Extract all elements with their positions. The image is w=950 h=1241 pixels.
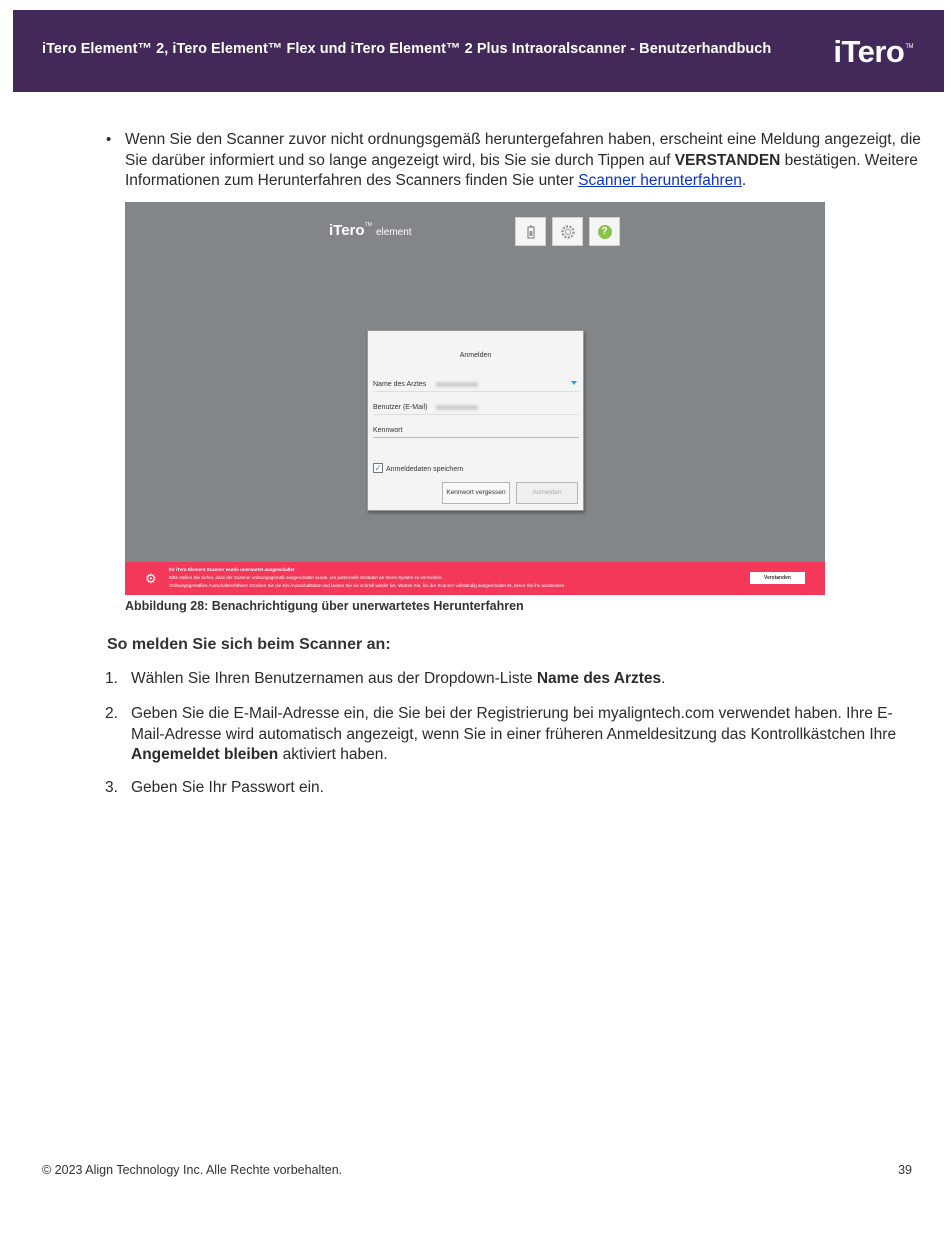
divider: [373, 414, 579, 415]
bullet-marker: •: [106, 131, 112, 148]
section-heading: So melden Sie sich beim Scanner an:: [107, 636, 391, 653]
gear-icon: [560, 224, 576, 240]
user-email-label: Benutzer (E-Mail): [373, 404, 428, 411]
copyright: © 2023 Align Technology Inc. Alle Rechte vorbehalten.: [42, 1163, 343, 1177]
remember-label: Anmeldedaten speichern: [386, 466, 464, 473]
settings-button[interactable]: [552, 217, 583, 246]
scanner-screenshot: [125, 202, 825, 595]
figure-caption: Abbildung 28: Benachrichtigung über unerwartetes Herunterfahren: [125, 599, 524, 613]
step-number: 3.: [105, 779, 118, 796]
banner-title: Ihr iTero Element Scanner wurde unerwartet ausgeschaltet: [169, 567, 295, 572]
bullet-paragraph: Wenn Sie den Scanner zuvor nicht ordnungsgemäß heruntergefahren haben, erscheint eine Meldung angezeigt, die Sie darüber informiert und so lange angezeigt wird, bis Sie sie durch Tippen auf VERSTANDEN bestätigen. Weitere Informationen zum Herunterfahren des Scanners finden Sie unter Scanner herunterfahren.: [125, 131, 921, 190]
banner-text: Ordnungsgemäßes Ausschaltverfahren: Drücken Sie die Ein-/Ausschalttaste und lassen Sie sie schnell wieder los. Warten Sie, bis der Scanner vollständig ausgeschaltet ist, bevor Sie ihn ausstecken.: [169, 583, 566, 588]
header-title: iTero Element™ 2, iTero Element™ Flex und iTero Element™ 2 Plus Intraoralscanner - Benutzerhandbuch: [42, 41, 772, 57]
password-input[interactable]: Kennwort: [373, 427, 403, 434]
gears-icon: ⚙: [145, 571, 157, 586]
app-logo: iTero™ element: [329, 222, 412, 239]
doctor-name-label: Name des Arztes: [373, 381, 427, 388]
doctor-name-dropdown[interactable]: [436, 382, 478, 387]
user-email-input[interactable]: [436, 405, 478, 410]
login-button[interactable]: Anmelden: [516, 482, 578, 504]
step-3: Geben Sie Ihr Passwort ein.: [131, 779, 324, 796]
understood-button[interactable]: Verstanden: [750, 572, 805, 584]
dialog-title: Anmelden: [459, 352, 492, 359]
page-header: [13, 10, 944, 92]
page-number: 39: [898, 1163, 912, 1177]
step-number: 2.: [105, 705, 118, 722]
step-2: Geben Sie die E-Mail-Adresse ein, die Sie bei der Registrierung bei myaligntech.com verwendet haben. Ihre E-Mail-Adresse wird automatisch angezeigt, wenn Sie in einer früheren Anmeldesitzung das Kontrollkästchen Ihre Angemeldet bleiben aktiviert haben.: [131, 705, 897, 764]
divider: [373, 437, 579, 438]
login-dialog: [367, 330, 584, 511]
battery-icon: [527, 225, 535, 239]
help-icon: ?: [598, 225, 612, 239]
step-1: Wählen Sie Ihren Benutzernamen aus der Dropdown-Liste Name des Arztes.: [131, 670, 666, 687]
remember-checkbox[interactable]: ✓: [374, 463, 382, 473]
step-number: 1.: [105, 670, 118, 687]
help-button[interactable]: [589, 217, 620, 246]
forgot-password-button[interactable]: Kennwort vergessen: [442, 482, 510, 504]
divider: [373, 391, 579, 392]
banner-text: Bitte stellen Sie sicher, dass der Scanner ordnungsgemäß ausgeschaltet wurde, um potenzielle Schäden an Ihrem System zu vermeiden.: [169, 575, 443, 580]
chevron-down-icon[interactable]: [571, 381, 577, 385]
shutdown-warning-banner: [125, 562, 825, 595]
itero-logo: iTero™: [833, 34, 913, 69]
scanner-shutdown-link[interactable]: Scanner herunterfahren: [578, 172, 742, 190]
battery-button[interactable]: [515, 217, 546, 246]
